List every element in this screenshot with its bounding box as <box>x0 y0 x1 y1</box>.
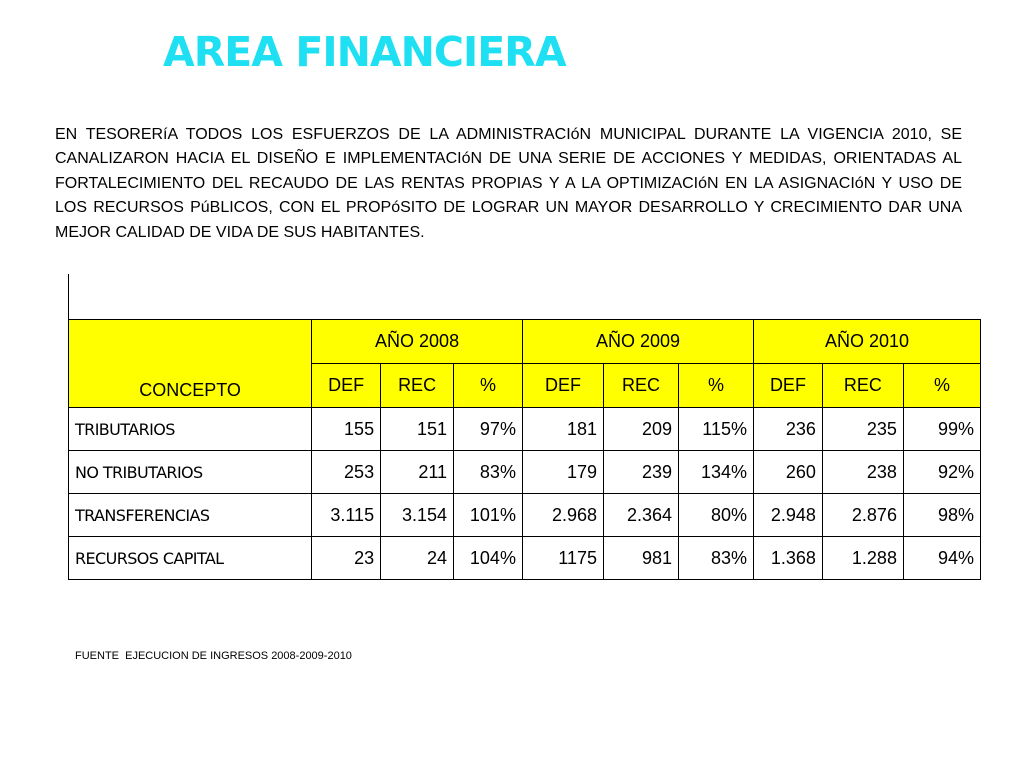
cell-value: 94% <box>903 537 980 580</box>
rec-header: REC <box>381 364 454 408</box>
row-label: RECURSOS CAPITAL <box>69 537 312 580</box>
table-row <box>69 537 981 580</box>
cell-value: 253 <box>312 451 381 494</box>
cell-value: 24 <box>381 537 454 580</box>
intro-paragraph: EN TESORERíA TODOS LOS ESFUERZOS DE LA ADMINISTRACIóN MUNICIPAL DURANTE LA VIGENCIA 2010, SE CANALIZARON HACIA EL DISEÑO E IMPLEMENTACIóN DE UNA SERIE DE ACCIONES Y MEDIDAS, ORIENTADAS AL FORTALECIMIENTO DEL RECAUDO DE LAS RENTAS PROPIAS Y A LA OPTIMIZACIóN EN LA ASIGNACIóN Y USO DE LOS RECURSOS PúBLICOS, CON EL PROPóSITO DE LOGRAR UN MAYOR DESARROLLO Y CRECIMIENTO DAR UNA MEJOR CALIDAD DE VIDA DE SUS HABITANTES. <box>55 126 962 241</box>
percent-header: % <box>679 364 754 408</box>
row-label: NO TRIBUTARIOS <box>69 451 312 494</box>
cell-value: 2.876 <box>822 494 903 537</box>
cell-value: 235 <box>822 408 903 451</box>
table-row <box>69 408 981 451</box>
cell-value: 97% <box>454 408 523 451</box>
row-label: TRANSFERENCIAS <box>69 494 312 537</box>
financial-table <box>68 319 981 580</box>
cell-value: 1175 <box>522 537 603 580</box>
cell-value: 236 <box>753 408 822 451</box>
cell-value: 1.368 <box>753 537 822 580</box>
year-header-row <box>69 320 981 364</box>
source-footnote: FUENTE EJECUCION DE INGRESOS 2008-2009-2010 <box>75 650 352 662</box>
cell-value: 83% <box>679 537 754 580</box>
cell-value: 209 <box>604 408 679 451</box>
cell-value: 134% <box>679 451 754 494</box>
cell-value: 3.115 <box>312 494 381 537</box>
cell-value: 23 <box>312 537 381 580</box>
cell-value: 239 <box>604 451 679 494</box>
rec-header: REC <box>822 364 903 408</box>
year-header: AÑO 2010 <box>753 320 980 364</box>
cell-value: 260 <box>753 451 822 494</box>
cell-value: 2.968 <box>522 494 603 537</box>
def-header: DEF <box>753 364 822 408</box>
table-row <box>69 451 981 494</box>
cell-value: 2.364 <box>604 494 679 537</box>
concept-header: CONCEPTO <box>69 320 312 408</box>
cell-value: 211 <box>381 451 454 494</box>
cell-value: 981 <box>604 537 679 580</box>
year-header: AÑO 2009 <box>522 320 753 364</box>
percent-header: % <box>903 364 980 408</box>
cell-value: 3.154 <box>381 494 454 537</box>
rec-header: REC <box>604 364 679 408</box>
cell-value: 181 <box>522 408 603 451</box>
cell-value: 115% <box>679 408 754 451</box>
cell-value: 99% <box>903 408 980 451</box>
cell-value: 1.288 <box>822 537 903 580</box>
page-title: AREA FINANCIERA <box>163 28 566 76</box>
table-row <box>69 494 981 537</box>
cell-value: 238 <box>822 451 903 494</box>
table-left-rule <box>68 274 69 320</box>
year-header: AÑO 2008 <box>312 320 523 364</box>
cell-value: 98% <box>903 494 980 537</box>
cell-value: 104% <box>454 537 523 580</box>
cell-value: 92% <box>903 451 980 494</box>
cell-value: 179 <box>522 451 603 494</box>
def-header: DEF <box>312 364 381 408</box>
cell-value: 151 <box>381 408 454 451</box>
cell-value: 155 <box>312 408 381 451</box>
cell-value: 101% <box>454 494 523 537</box>
cell-value: 83% <box>454 451 523 494</box>
row-label: TRIBUTARIOS <box>69 408 312 451</box>
cell-value: 80% <box>679 494 754 537</box>
percent-header: % <box>454 364 523 408</box>
def-header: DEF <box>522 364 603 408</box>
cell-value: 2.948 <box>753 494 822 537</box>
